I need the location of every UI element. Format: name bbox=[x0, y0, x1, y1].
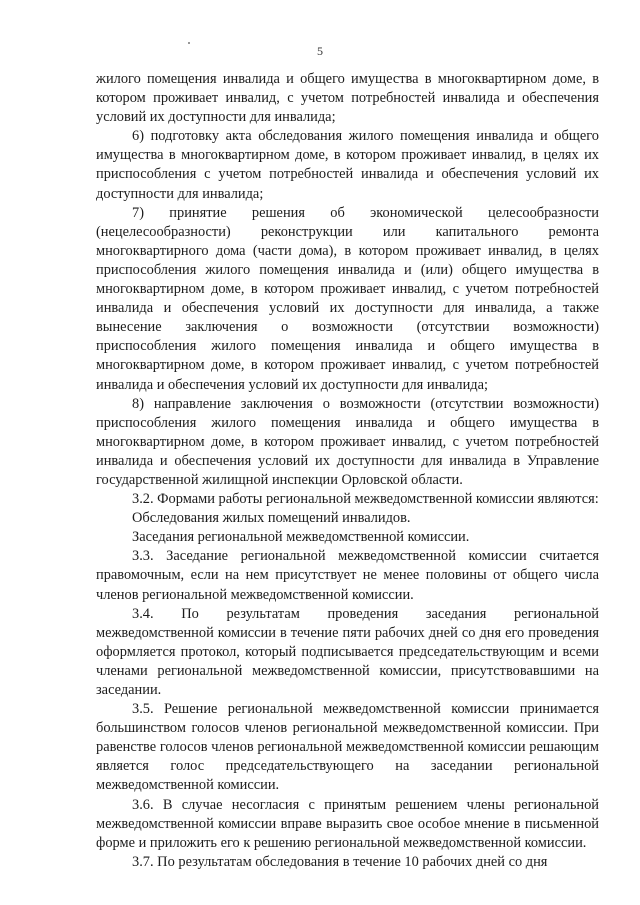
paragraph-form-inspections: Обследования жилых помещений инвалидов. bbox=[132, 510, 411, 527]
paragraph-item-8: 8) направление заключения о возможности (отсутствии возможности) приспособления жилого помещения инвалида и общего имущества в многоквартирном доме, в котором проживает инвалид, с учетом потребностей инвалида и обеспечения условий их доступности для инвалида в Управление государственной жилищной инспекции Орловской области. bbox=[96, 395, 599, 488]
paragraph-item-7: 7) принятие решения об экономической целесообразности (нецелесообразности) реконструкции или капитального ремонта многоквартирного дома (части дома), в котором проживает инвалид, в целях приспособления жилого помещения инвалида и (или) общего имущества в многоквартирном доме, в котором проживает инвалид, с учетом потребностей инвалида и обеспечения условий их доступности для инвалида, а также вынесение заключения о возможности (отсутствии возможности) приспособления жилого помещения инвалида и общего имущества в многоквартирном доме, в котором проживает инвалид, с учетом потребностей инвалида и обеспечения условий их доступности для инвалида; bbox=[96, 204, 599, 393]
paragraph-3-6: 3.6. В случае несогласия с принятым решением члены региональной межведомственной комиссии вправе выразить свое особое мнение в письменной форме и приложить его к решению региональной межведомственной комиссии. bbox=[96, 796, 599, 851]
page-number: 5 bbox=[317, 44, 323, 58]
paragraph-3-5: 3.5. Решение региональной межведомственной комиссии принимается большинством голосов членов региональной межведомственной комиссии. При равенстве голосов членов региональной межведомственной комиссии решающим является голос председательствующего на заседании региональной межведомственной комиссии. bbox=[96, 701, 599, 794]
paragraph-3-2: 3.2. Формами работы региональной межведомственной комиссии являются: bbox=[132, 491, 599, 508]
paragraph-3-4: 3.4. По результатам проведения заседания региональной межведомственной комиссии в течение пяти рабочих дней со дня его проведения оформляется протокол, который подписывается председательствующим и всеми членами региональной межведомственной комиссии, присутствовавшими на заседании. bbox=[96, 605, 599, 698]
document-body bbox=[96, 70, 599, 872]
paragraph-form-meetings: Заседания региональной межведомственной комиссии. bbox=[132, 529, 470, 546]
paragraph-3-3: 3.3. Заседание региональной межведомственной комиссии считается правомочным, если на нем присутствует не менее половины от общего числа членов региональной межведомственной комиссии. bbox=[96, 548, 599, 603]
paragraph-continuation: жилого помещения инвалида и общего имущества в многоквартирном доме, в котором проживает инвалид, с учетом потребностей инвалида и обеспечения условий их доступности для инвалида; bbox=[96, 71, 599, 126]
paragraph-item-6: 6) подготовку акта обследования жилого помещения инвалида и общего имущества в многоквартирном доме, в котором проживает инвалид, в целях их приспособления с учетом потребностей инвалида и обеспечения условий их доступности для инвалида; bbox=[96, 128, 599, 202]
paragraph-3-7: 3.7. По результатам обследования в течение 10 рабочих дней со дня bbox=[132, 853, 548, 870]
